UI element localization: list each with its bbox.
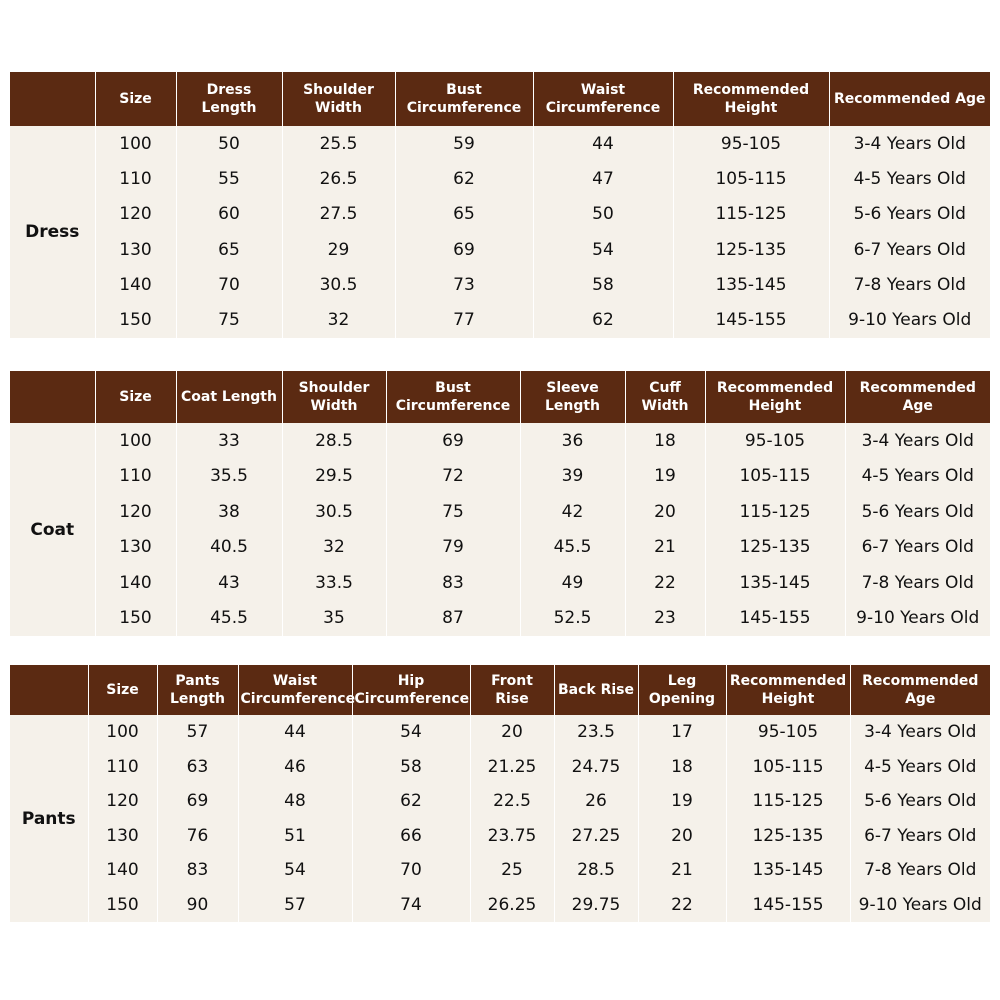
table-row — [10, 494, 990, 530]
table-cell: 65 — [395, 197, 533, 232]
table-cell: 83 — [386, 565, 520, 601]
table-cell: 29.75 — [554, 888, 638, 923]
table-cell: 57 — [238, 888, 352, 923]
table-cell: 30.5 — [282, 267, 395, 302]
table-cell: 21 — [638, 853, 726, 888]
table-cell: 44 — [238, 715, 352, 750]
header-cell: Bust Circumference — [395, 72, 533, 126]
table-cell: 140 — [95, 267, 176, 302]
table-row — [10, 784, 990, 819]
table-cell: 105-115 — [705, 459, 845, 495]
table-cell: 24.75 — [554, 750, 638, 785]
table-cell: 150 — [95, 302, 176, 337]
category-label: Dress — [10, 126, 95, 338]
table-cell: 50 — [176, 126, 282, 161]
table-cell: 115-125 — [726, 784, 850, 819]
table-cell: 38 — [176, 494, 282, 530]
table-cell: 110 — [88, 750, 157, 785]
table-cell: 6-7 Years Old — [829, 232, 990, 267]
header-cell: Bust Circumference — [386, 371, 520, 423]
table-cell: 150 — [95, 601, 176, 637]
table-cell: 6-7 Years Old — [845, 530, 990, 566]
table-cell: 150 — [88, 888, 157, 923]
header-cell: Dress Length — [176, 72, 282, 126]
table-cell: 130 — [88, 819, 157, 854]
header-cell: Recommended Age — [845, 371, 990, 423]
table-cell: 3-4 Years Old — [845, 423, 990, 459]
table-cell: 22 — [625, 565, 705, 601]
table-cell: 27.5 — [282, 197, 395, 232]
table-cell: 6-7 Years Old — [850, 819, 990, 854]
table-header-row — [10, 72, 990, 126]
table-cell: 40.5 — [176, 530, 282, 566]
category-label: Pants — [10, 715, 88, 922]
table-cell: 3-4 Years Old — [850, 715, 990, 750]
table-cell: 125-135 — [705, 530, 845, 566]
table-cell: 54 — [352, 715, 470, 750]
table-cell: 62 — [352, 784, 470, 819]
header-cell: Waist Circumference — [533, 72, 673, 126]
table-cell: 32 — [282, 302, 395, 337]
table-cell: 120 — [95, 197, 176, 232]
table-cell: 105-115 — [673, 161, 829, 196]
table-cell: 59 — [395, 126, 533, 161]
table-cell: 19 — [638, 784, 726, 819]
table-cell: 42 — [520, 494, 625, 530]
table-cell: 62 — [395, 161, 533, 196]
table-cell: 100 — [95, 126, 176, 161]
table-cell: 20 — [625, 494, 705, 530]
table-cell: 135-145 — [705, 565, 845, 601]
table-cell: 7-8 Years Old — [845, 565, 990, 601]
table-cell: 52.5 — [520, 601, 625, 637]
table-cell: 45.5 — [176, 601, 282, 637]
table-cell: 22 — [638, 888, 726, 923]
table-cell: 23.5 — [554, 715, 638, 750]
table-cell: 140 — [95, 565, 176, 601]
table-cell: 54 — [533, 232, 673, 267]
header-cell: Recommended Height — [705, 371, 845, 423]
table-cell: 48 — [238, 784, 352, 819]
table-cell: 7-8 Years Old — [850, 853, 990, 888]
category-header-cell — [10, 371, 95, 423]
table-row — [10, 197, 990, 232]
table-cell: 21 — [625, 530, 705, 566]
table-cell: 100 — [88, 715, 157, 750]
table-cell: 70 — [352, 853, 470, 888]
header-cell: Leg Opening — [638, 665, 726, 715]
header-cell: Recommended Age — [829, 72, 990, 126]
table-cell: 69 — [386, 423, 520, 459]
table-cell: 29.5 — [282, 459, 386, 495]
table-cell: 30.5 — [282, 494, 386, 530]
table-cell: 17 — [638, 715, 726, 750]
table-cell: 20 — [638, 819, 726, 854]
table-cell: 25 — [470, 853, 554, 888]
table-cell: 33 — [176, 423, 282, 459]
table-cell: 100 — [95, 423, 176, 459]
table-cell: 57 — [157, 715, 238, 750]
table-cell: 35.5 — [176, 459, 282, 495]
table-cell: 72 — [386, 459, 520, 495]
header-cell: Hip Circumference — [352, 665, 470, 715]
header-cell: Size — [95, 371, 176, 423]
table-cell: 20 — [470, 715, 554, 750]
table-cell: 9-10 Years Old — [845, 601, 990, 637]
table-cell: 140 — [88, 853, 157, 888]
table-header-row — [10, 665, 990, 715]
table-cell: 36 — [520, 423, 625, 459]
category-label: Coat — [10, 423, 95, 636]
category-header-cell — [10, 72, 95, 126]
table-cell: 4-5 Years Old — [829, 161, 990, 196]
table-cell: 28.5 — [282, 423, 386, 459]
table-cell: 55 — [176, 161, 282, 196]
table-row — [10, 423, 990, 459]
table-row — [10, 601, 990, 637]
table-cell: 26.5 — [282, 161, 395, 196]
table-cell: 33.5 — [282, 565, 386, 601]
table-cell: 4-5 Years Old — [850, 750, 990, 785]
table-cell: 49 — [520, 565, 625, 601]
table-cell: 145-155 — [705, 601, 845, 637]
header-cell: Back Rise — [554, 665, 638, 715]
table-cell: 95-105 — [726, 715, 850, 750]
table-cell: 87 — [386, 601, 520, 637]
table-cell: 19 — [625, 459, 705, 495]
table-cell: 22.5 — [470, 784, 554, 819]
table-cell: 69 — [395, 232, 533, 267]
table-cell: 105-115 — [726, 750, 850, 785]
table-cell: 45.5 — [520, 530, 625, 566]
header-cell: Pants Length — [157, 665, 238, 715]
table-row — [10, 565, 990, 601]
table-cell: 75 — [386, 494, 520, 530]
table-cell: 5-6 Years Old — [829, 197, 990, 232]
table-cell: 47 — [533, 161, 673, 196]
table-cell: 43 — [176, 565, 282, 601]
table-cell: 62 — [533, 302, 673, 337]
table-cell: 21.25 — [470, 750, 554, 785]
table-cell: 63 — [157, 750, 238, 785]
table-row — [10, 232, 990, 267]
table-cell: 75 — [176, 302, 282, 337]
table-cell: 26.25 — [470, 888, 554, 923]
header-cell: Recommended Age — [850, 665, 990, 715]
table-cell: 3-4 Years Old — [829, 126, 990, 161]
table-row — [10, 715, 990, 750]
table-cell: 145-155 — [673, 302, 829, 337]
table-cell: 46 — [238, 750, 352, 785]
table-cell: 4-5 Years Old — [845, 459, 990, 495]
table-cell: 130 — [95, 232, 176, 267]
table-cell: 23.75 — [470, 819, 554, 854]
table-row — [10, 302, 990, 337]
table-row — [10, 161, 990, 196]
table-cell: 26 — [554, 784, 638, 819]
table-cell: 125-135 — [673, 232, 829, 267]
coat-size-table — [10, 371, 990, 636]
table-cell: 69 — [157, 784, 238, 819]
header-cell: Front Rise — [470, 665, 554, 715]
table-cell: 60 — [176, 197, 282, 232]
table-cell: 25.5 — [282, 126, 395, 161]
table-cell: 18 — [638, 750, 726, 785]
header-cell: Cuff Width — [625, 371, 705, 423]
table-cell: 77 — [395, 302, 533, 337]
table-cell: 110 — [95, 161, 176, 196]
table-cell: 65 — [176, 232, 282, 267]
table-cell: 135-145 — [726, 853, 850, 888]
table-cell: 28.5 — [554, 853, 638, 888]
table-cell: 130 — [95, 530, 176, 566]
table-cell: 66 — [352, 819, 470, 854]
header-cell: Coat Length — [176, 371, 282, 423]
table-cell: 9-10 Years Old — [850, 888, 990, 923]
table-cell: 5-6 Years Old — [845, 494, 990, 530]
table-cell: 7-8 Years Old — [829, 267, 990, 302]
header-cell: Size — [88, 665, 157, 715]
table-row — [10, 853, 990, 888]
table-cell: 76 — [157, 819, 238, 854]
table-cell: 70 — [176, 267, 282, 302]
table-header-row — [10, 371, 990, 423]
header-cell: Recommended Height — [726, 665, 850, 715]
table-row — [10, 888, 990, 923]
table-cell: 125-135 — [726, 819, 850, 854]
table-cell: 74 — [352, 888, 470, 923]
table-cell: 79 — [386, 530, 520, 566]
table-cell: 83 — [157, 853, 238, 888]
header-cell: Size — [95, 72, 176, 126]
table-row — [10, 126, 990, 161]
table-cell: 39 — [520, 459, 625, 495]
table-cell: 145-155 — [726, 888, 850, 923]
table-cell: 54 — [238, 853, 352, 888]
table-cell: 27.25 — [554, 819, 638, 854]
table-cell: 95-105 — [705, 423, 845, 459]
table-cell: 29 — [282, 232, 395, 267]
table-cell: 5-6 Years Old — [850, 784, 990, 819]
table-cell: 120 — [88, 784, 157, 819]
table-cell: 120 — [95, 494, 176, 530]
table-cell: 35 — [282, 601, 386, 637]
table-row — [10, 267, 990, 302]
table-row — [10, 819, 990, 854]
table-cell: 135-145 — [673, 267, 829, 302]
table-cell: 73 — [395, 267, 533, 302]
table-cell: 32 — [282, 530, 386, 566]
table-cell: 115-125 — [705, 494, 845, 530]
table-cell: 23 — [625, 601, 705, 637]
table-cell: 50 — [533, 197, 673, 232]
table-cell: 58 — [352, 750, 470, 785]
table-row — [10, 459, 990, 495]
table-row — [10, 750, 990, 785]
dress-size-table — [10, 72, 990, 338]
header-cell: Shoulder Width — [282, 371, 386, 423]
table-cell: 115-125 — [673, 197, 829, 232]
header-cell: Shoulder Width — [282, 72, 395, 126]
pants-size-table — [10, 665, 990, 922]
table-cell: 110 — [95, 459, 176, 495]
header-cell: Recommended Height — [673, 72, 829, 126]
table-cell: 95-105 — [673, 126, 829, 161]
header-cell: Waist Circumference — [238, 665, 352, 715]
table-cell: 9-10 Years Old — [829, 302, 990, 337]
table-cell: 18 — [625, 423, 705, 459]
header-cell: Sleeve Length — [520, 371, 625, 423]
table-cell: 90 — [157, 888, 238, 923]
table-cell: 58 — [533, 267, 673, 302]
table-cell: 44 — [533, 126, 673, 161]
table-row — [10, 530, 990, 566]
table-cell: 51 — [238, 819, 352, 854]
category-header-cell — [10, 665, 88, 715]
